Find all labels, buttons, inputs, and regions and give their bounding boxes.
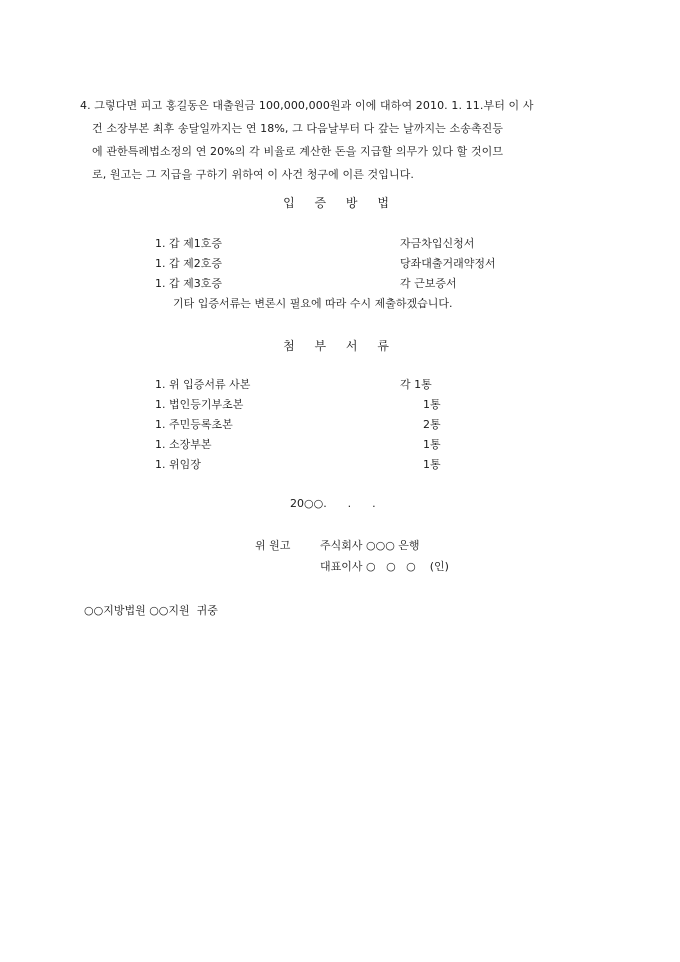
attachment-name: 1. 법인등기부초본	[155, 398, 244, 411]
attachment-count: 2통	[423, 418, 441, 431]
court-addressee: ○○지방법원 ○○지원 귀중	[84, 604, 218, 617]
plaintiff-label: 위 원고	[255, 539, 291, 552]
evidence-desc: 자금차입신청서	[400, 237, 475, 250]
attachment-name: 1. 주민등록초본	[155, 418, 233, 431]
evidence-desc: 각 근보증서	[400, 277, 457, 290]
attachment-count: 각 1통	[400, 378, 432, 391]
attachment-name: 1. 위임장	[155, 458, 201, 471]
paragraph-line: 로, 원고는 그 지급을 구하기 위하여 이 사건 청구에 이른 것입니다.	[92, 168, 415, 181]
claim-paragraph	[80, 94, 600, 186]
plaintiff-company: 주식회사 ○○○ 은행	[320, 539, 420, 552]
attachment-name: 1. 위 입증서류 사본	[155, 378, 251, 391]
evidence-heading: 입 증 방 법	[283, 196, 397, 210]
plaintiff-representative: 대표이사 ○ ○ ○ (인)	[320, 560, 449, 573]
attachment-count: 1통	[423, 438, 441, 451]
evidence-name: 1. 갑 제2호증	[155, 257, 222, 270]
attachment-count: 1통	[423, 398, 441, 411]
evidence-desc: 당좌대출거래약정서	[400, 257, 496, 270]
filing-date: 20○○. . .	[290, 497, 376, 510]
attachment-count: 1통	[423, 458, 441, 471]
evidence-name: 1. 갑 제3호증	[155, 277, 222, 290]
paragraph-line: 건 소장부본 최후 송달일까지는 연 18%, 그 다음날부터 다 갚는 날까지는 소송촉진등	[92, 122, 504, 135]
evidence-note: 기타 입증서류는 변론시 필요에 따라 수시 제출하겠습니다.	[173, 297, 453, 310]
attachment-name: 1. 소장부본	[155, 438, 212, 451]
paragraph-line: 에 관한특례법소정의 연 20%의 각 비율로 계산한 돈을 지급할 의무가 있다 할 것이므	[92, 145, 504, 158]
attachments-heading: 첨 부 서 류	[283, 339, 397, 353]
paragraph-line: 4. 그렇다면 피고 홍길동은 대출원금 100,000,000원과 이에 대하여 2010. 1. 11.부터 이 사	[80, 99, 534, 112]
evidence-name: 1. 갑 제1호증	[155, 237, 222, 250]
